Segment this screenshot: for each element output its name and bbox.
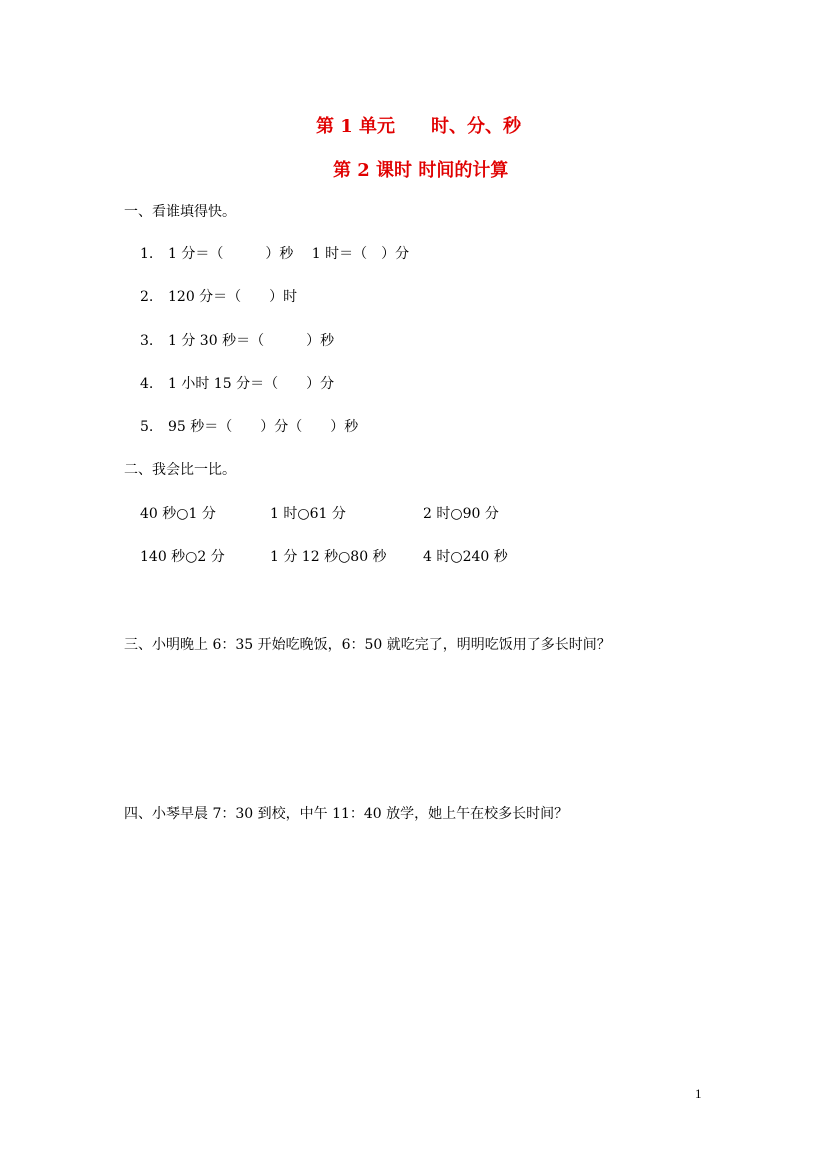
question-number: 1.: [140, 246, 154, 262]
question-number: 5.: [140, 419, 154, 435]
section-3-question: 三、小明晚上 6：35 开始吃晚饭，6：50 就吃完了，明明吃饭用了多长时间？: [124, 637, 611, 653]
question-item-4: [140, 373, 334, 393]
question-text: 1 分 30 秒＝（ ）秒: [168, 333, 335, 349]
compare-item: 2 时○90 分: [423, 506, 499, 522]
question-item-5: [140, 416, 358, 436]
section-4-question: 四、小琴早晨 7：30 到校，中午 11：40 放学，她上午在校多长时间？: [124, 806, 569, 822]
question-text: 1 小时 15 分＝（ ）分: [168, 376, 335, 392]
question-item-2: [140, 286, 297, 306]
lesson-title: 第 2 课时 时间的计算: [333, 160, 509, 181]
question-number: 2.: [140, 289, 154, 305]
question-text: 95 秒＝（ ）分（ ）秒: [168, 419, 359, 435]
section-1-heading: 一、看谁填得快。: [124, 204, 236, 220]
question-number: 3.: [140, 333, 154, 349]
question-item-1: [140, 243, 409, 263]
question-text: 120 分＝（ ）时: [168, 289, 298, 305]
unit-title: 第 1 单元 时、分、秒: [316, 116, 522, 137]
compare-item: 40 秒○1 分: [140, 506, 216, 522]
section-2-heading: 二、我会比一比。: [124, 462, 236, 478]
question-item-3: [140, 330, 334, 350]
compare-item: 1 时○61 分: [270, 506, 346, 522]
compare-item: 4 时○240 秒: [423, 549, 508, 565]
page-number: 1: [695, 1086, 702, 1101]
question-text: 1 分＝（ ）秒 1 时＝（ ）分: [168, 246, 410, 262]
compare-item: 140 秒○2 分: [140, 549, 225, 565]
question-number: 4.: [140, 376, 154, 392]
compare-item: 1 分 12 秒○80 秒: [270, 549, 387, 565]
